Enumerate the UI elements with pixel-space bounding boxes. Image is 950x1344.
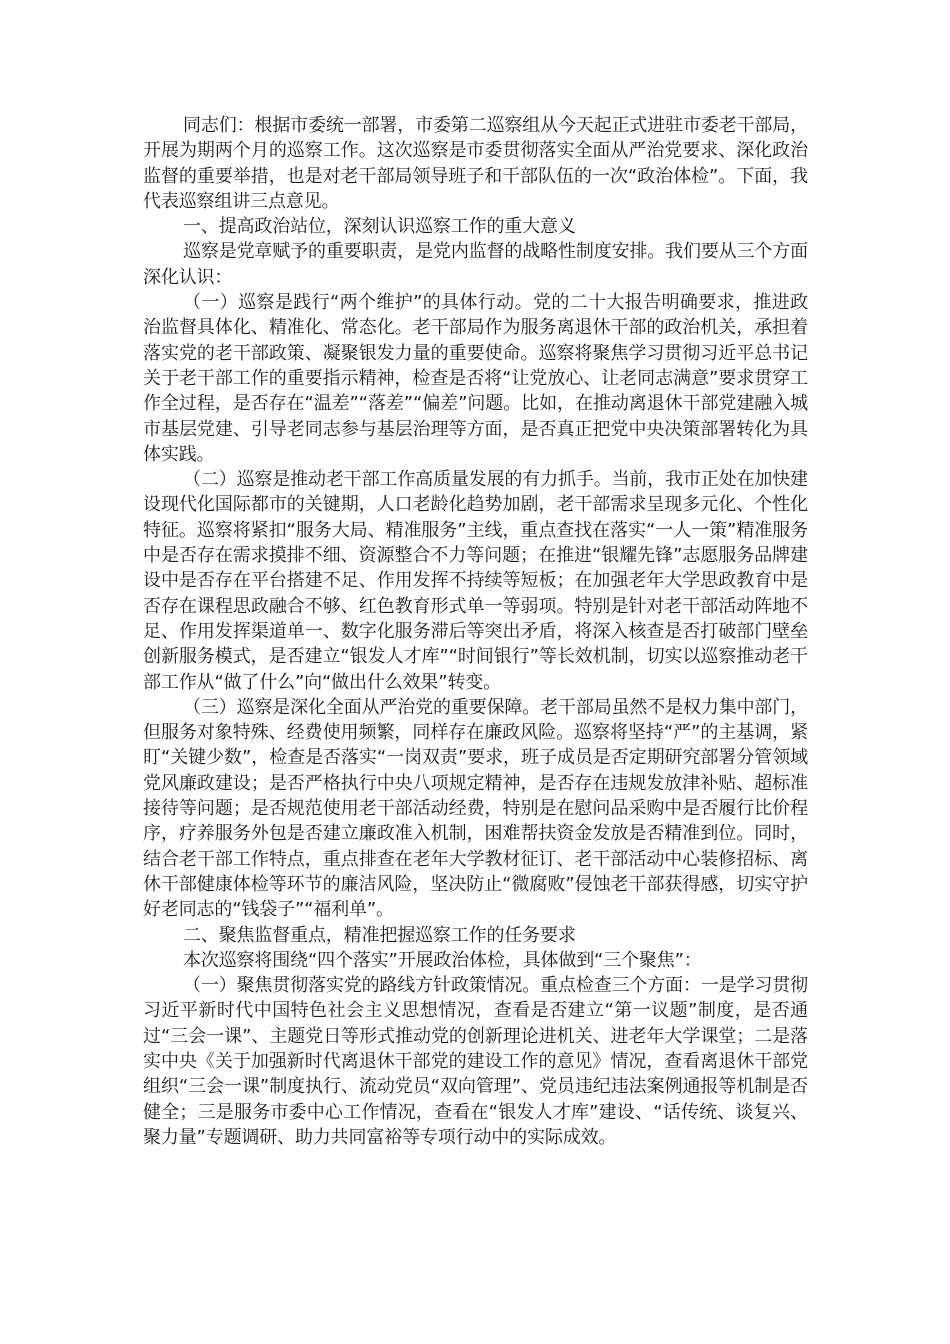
body-paragraph: （一）巡察是践行“两个维护”的具体行动。党的二十大报告明确要求，推进政治监督具体化、精准化、常态化。老干部局作为服务离退休干部的政治机关，承担着落实党的老干部政策、凝聚银发力量的重要使命。巡察将聚焦学习贯彻习近平总书记关于老干部工作的重要指示精神，检查是否将“让党放心、让老同志满意”要求贯穿工作全过程，是否存在“温差”“落差”“偏差”问题。比如，在推动离退休干部党建融入城市基层党建、引导老同志参与基层治理等方面，是否真正把党中央决策部署转化为具体实践。	[143, 292, 808, 465]
body-paragraph: 本次巡察将围绕“四个落实”开展政治体检，具体做到“三个聚焦”：	[183, 949, 702, 971]
opening-paragraph: 同志们：根据市委统一部署，市委第二巡察组从今天起正式进驻市委老干部局，开展为期两个月的巡察工作。这次巡察是市委贯彻落实全面从严治党要求、深化政治监督的重要举措，也是对老干部局领导班子和干部队伍的一次“政治体检”。下面，我代表巡察组讲三点意见。	[143, 115, 808, 212]
document-body	[143, 113, 808, 1150]
section-heading-2: 二、聚焦监督重点，精准把握巡察工作的任务要求	[183, 924, 576, 946]
body-paragraph: 巡察是党章赋予的重要职责，是党内监督的战略性制度安排。我们要从三个方面深化认识：	[143, 241, 808, 288]
body-paragraph: （一）聚焦贯彻落实党的路线方针政策情况。重点检查三个方面：一是学习贯彻习近平新时代中国特色社会主义思想情况，查看是否建立“第一议题”制度，是否通过“三会一课”、主题党日等形式推动党的创新理论进机关、进老年大学课堂；二是落实中央《关于加强新时代离退休干部党的建设工作的意见》情况，查看离退休干部党组织“三会一课”制度执行、流动党员“双向管理”、党员违纪违法案例通报等机制是否健全；三是服务市委中心工作情况，查看在“银发人才库”建设、“话传统、谈复兴、聚力量”专题调研、助力共同富裕等专项行动中的实际成效。	[143, 975, 808, 1148]
body-paragraph: （三）巡察是深化全面从严治党的重要保障。老干部局虽然不是权力集中部门，但服务对象特殊、经费使用频繁，同样存在廉政风险。巡察将坚持“严”的主基调，紧盯“关键少数”，检查是否落实“一岗双责”要求，班子成员是否定期研究部署分管领域党风廉政建设；是否严格执行中央八项规定精神，是否存在违规发放津补贴、超标准接待等问题；是否规范使用老干部活动经费，特别是在慰问品采购中是否履行比价程序，疗养服务外包是否建立廉政准入机制，困难帮扶资金发放是否精准到位。同时，结合老干部工作特点，重点排查在老年大学教材征订、老干部活动中心装修招标、离休干部健康体检等环节的廉洁风险，坚决防止“微腐败”侵蚀老干部获得感，切实守护好老同志的“钱袋子”“福利单”。	[143, 696, 808, 921]
body-paragraph: （二）巡察是推动老干部工作高质量发展的有力抓手。当前，我市正处在加快建设现代化国际都市的关键期，人口老龄化趋势加剧，老干部需求呈现多元化、个性化特征。巡察将紧扣“服务大局、精准服务”主线，重点查找在落实“一人一策”精准服务中是否存在需求摸排不细、资源整合不力等问题；在推进“银耀先锋”志愿服务品牌建设中是否存在平台搭建不足、作用发挥不持续等短板；在加强老年大学思政教育中是否存在课程思政融合不够、红色教育形式单一等弱项。特别是针对老干部活动阵地不足、作用发挥渠道单一、数字化服务滞后等突出矛盾，将深入核查是否打破部门壁垒创新服务模式，是否建立“银发人才库”“时间银行”等长效机制，切实以巡察推动老干部工作从“做了什么”向“做出什么效果”转变。	[143, 469, 808, 693]
section-heading-1: 一、提高政治站位，深刻认识巡察工作的重大意义	[183, 216, 576, 238]
